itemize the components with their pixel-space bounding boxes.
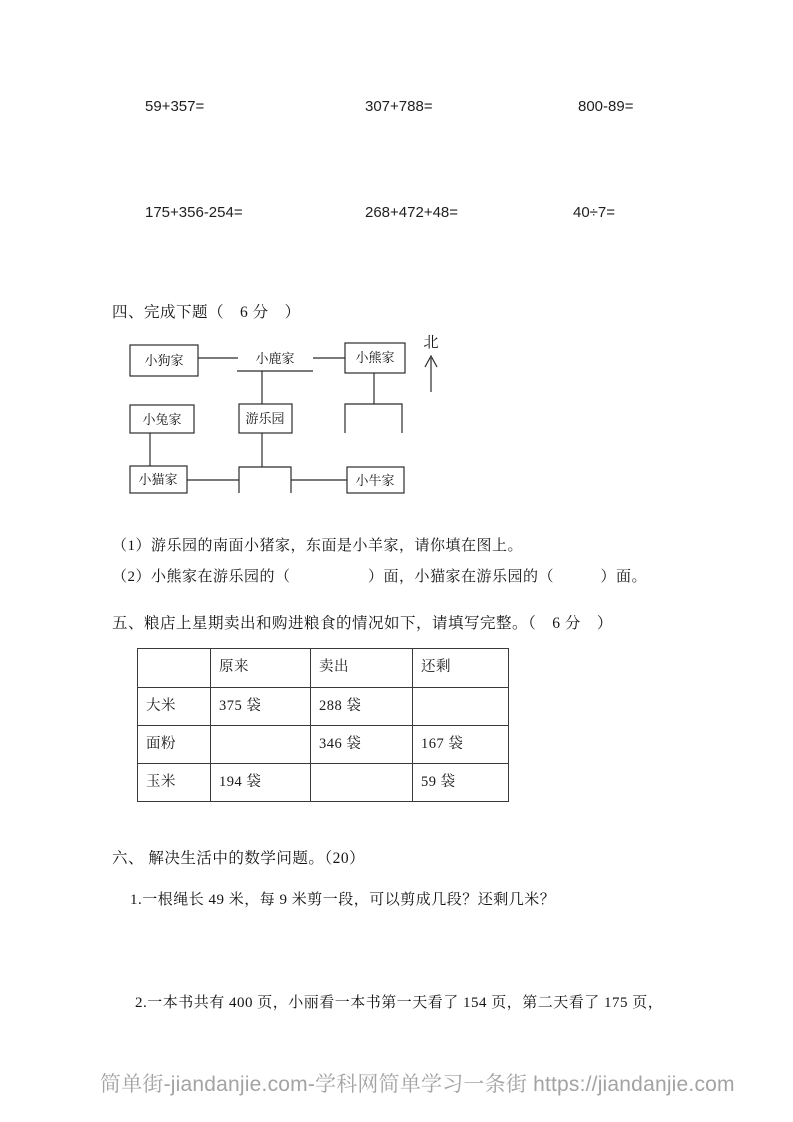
cell-rice-left-blank[interactable]	[413, 688, 509, 726]
map-label-deer: 小鹿家	[255, 351, 295, 366]
cell-flour-original-blank[interactable]	[211, 726, 311, 764]
table-row	[138, 688, 509, 726]
arith-problem-2: 307+788=	[365, 98, 433, 115]
cell-corn-sold-blank[interactable]	[311, 764, 413, 802]
arith-problem-3: 800-89=	[578, 98, 634, 115]
section4-question-2: （2）小熊家在游乐园的（ ）面，小猫家在游乐园的（ ）面。	[112, 569, 648, 585]
map-label-north: 北	[423, 335, 439, 351]
footer-watermark: 简单街-jiandanjie.com-学科网简单学习一条街 https://jiandanjie.com	[100, 1073, 735, 1096]
map-label-cat: 小猫家	[138, 472, 178, 487]
section6-problem-2: 2.一本书共有 400 页，小丽看一本书第一天看了 154 页，第二天看了 175 页，	[135, 995, 664, 1011]
map-box-empty-south[interactable]	[239, 467, 291, 493]
cell-rice-name: 大米	[138, 688, 211, 726]
cell-corn-left: 59 袋	[413, 764, 509, 802]
cell-flour-left: 167 袋	[413, 726, 509, 764]
cell-flour-sold: 346 袋	[311, 726, 413, 764]
grain-table	[137, 648, 509, 802]
section6-problem-1: 1.一根绳长 49 米，每 9 米剪一段，可以剪成几段？还剩几米？	[130, 892, 556, 908]
map-label-cow: 小牛家	[355, 473, 395, 488]
map-box-empty-east[interactable]	[345, 404, 402, 433]
map-label-dog: 小狗家	[144, 353, 184, 368]
table-header-row	[138, 649, 509, 688]
arith-problem-1: 59+357=	[145, 98, 205, 115]
arith-problem-5: 268+472+48=	[365, 204, 459, 221]
arith-problem-6: 40÷7=	[573, 204, 616, 221]
map-label-bear: 小熊家	[355, 350, 395, 365]
header-cell-sold: 卖出	[311, 649, 413, 688]
section5-heading: 五、粮店上星期卖出和购进粮食的情况如下，请填写完整。（ 6 分 ）	[112, 615, 613, 632]
header-cell-original: 原来	[211, 649, 311, 688]
section6-heading: 六、 解决生活中的数学问题。（20）	[112, 850, 366, 867]
table-row	[138, 764, 509, 802]
cell-rice-original: 375 袋	[211, 688, 311, 726]
section4-question-1: （1）游乐园的南面小猪家，东面是小羊家，请你填在图上。	[112, 538, 524, 554]
header-cell-left: 还剩	[413, 649, 509, 688]
cell-flour-name: 面粉	[138, 726, 211, 764]
cell-corn-name: 玉米	[138, 764, 211, 802]
header-cell-blank	[138, 649, 211, 688]
arith-problem-4: 175+356-254=	[145, 204, 243, 221]
table-row	[138, 726, 509, 764]
cell-rice-sold: 288 袋	[311, 688, 413, 726]
map-label-rabbit: 小兔家	[142, 412, 182, 427]
map-label-park: 游乐园	[245, 411, 285, 426]
map-diagram	[0, 0, 793, 520]
cell-corn-original: 194 袋	[211, 764, 311, 802]
section4-heading: 四、完成下题（ 6 分 ）	[112, 304, 301, 321]
